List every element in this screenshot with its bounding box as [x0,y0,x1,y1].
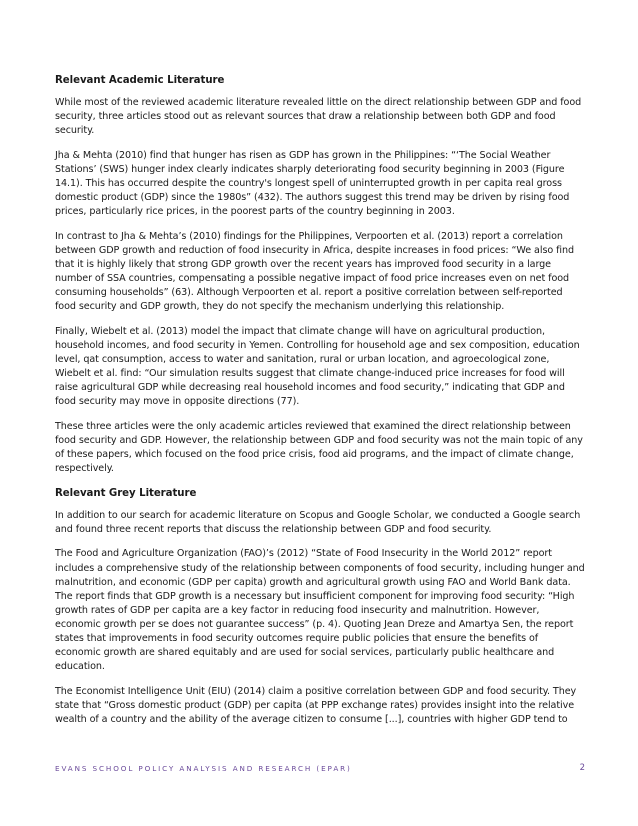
paragraph: In contrast to Jha & Mehta’s (2010) findings for the Philippines, Verpoorten et al. (2013) report a correlation between GDP growth and reduction of food insecurity in Africa, despite increases in food prices: “We also find that it is highly likely that strong GDP growth over the recent years has improved food security in a large number of SSA countries, compensating a possible negative impact of food price increases even on net food consuming households” (63). Although Verpoorten et al. report a positive correlation between self-reported food security and GDP growth, they do not specify the mechanism underlying this relationship. [55,230,575,313]
page-number: 2 [579,763,585,773]
paragraph: The Food and Agriculture Organization (FAO)’s (2012) “State of Food Insecurity in the World 2012” report includes a comprehensive study of the relationship between components of food security, including hunger and malnutrition, and economic (GDP per capita) growth and agricultural growth using FAO and World Bank data. The report finds that GDP growth is a necessary but insufficient component for improving food security: “High growth rates of GDP per capita are a key factor in reducing food insecurity and malnutrition. However, economic growth per se does not guarantee success” (p. 4). Quoting Jean Dreze and Amartya Sen, the report states that improvements in food security outcomes require public policies that ensure the benefits of economic growth are shared equitably and are used for social services, particularly public healthcare and education. [55,548,585,673]
document-body [55,74,585,738]
page-footer [55,763,585,773]
section-heading-grey: Relevant Grey Literature [55,487,197,499]
paragraph: While most of the reviewed academic literature revealed little on the direct relationship between GDP and food security, three articles stood out as relevant sources that draw a relationship between both GDP and food security. [55,97,582,137]
section-heading-academic: Relevant Academic Literature [55,75,225,86]
paragraph: In addition to our search for academic literature on Scopus and Google Scholar, we conducted a Google search and found three recent reports that discuss the relationship between GDP and food security. [55,509,581,535]
paragraph: Jha & Mehta (2010) find that hunger has risen as GDP has grown in the Philippines: “‘The Social Weather Stations’ (SWS) hunger index clearly indicates sharply deteriorating food security beginning in 2003 (Figure 14.1). This has occurred despite the country's longest spell of uninterrupted growth in per capita real gross domestic product (GDP) since the 1980s” (432). The authors suggest this trend may be driven by rising food prices, particularly rice prices, in the poorest parts of the country beginning in 2003. [55,149,570,218]
paragraph: Finally, Wiebelt et al. (2013) model the impact that climate change will have on agricultural production, household incomes, and food security in Yemen. Controlling for household age and sex composition, education level, qat consumption, access to water and sanitation, rural or urban location, and agroecological zone, Wiebelt et al. find: “Our simulation results suggest that climate change-induced price increases for food will raise agricultural GDP while decreasing real household incomes and food security,” indicating that GDP and food security may move in opposite directions (77). [55,325,580,408]
footer-organization: EVANS SCHOOL POLICY ANALYSIS AND RESEARCH (EPAR) [55,763,352,773]
paragraph: These three articles were the only academic articles reviewed that examined the direct relationship between food security and GDP. However, the relationship between GDP and food security was not the main topic of any of these papers, which focused on the food price crisis, food aid programs, and the impact of climate change, respectively. [55,420,583,475]
paragraph: The Economist Intelligence Unit (EIU) (2014) claim a positive correlation between GDP and food security. They state that “Gross domestic product (GDP) per capita (at PPP exchange rates) provides insight into the relative wealth of a country and the ability of the average citizen to consume [...], countries with higher GDP tend to [55,685,577,725]
